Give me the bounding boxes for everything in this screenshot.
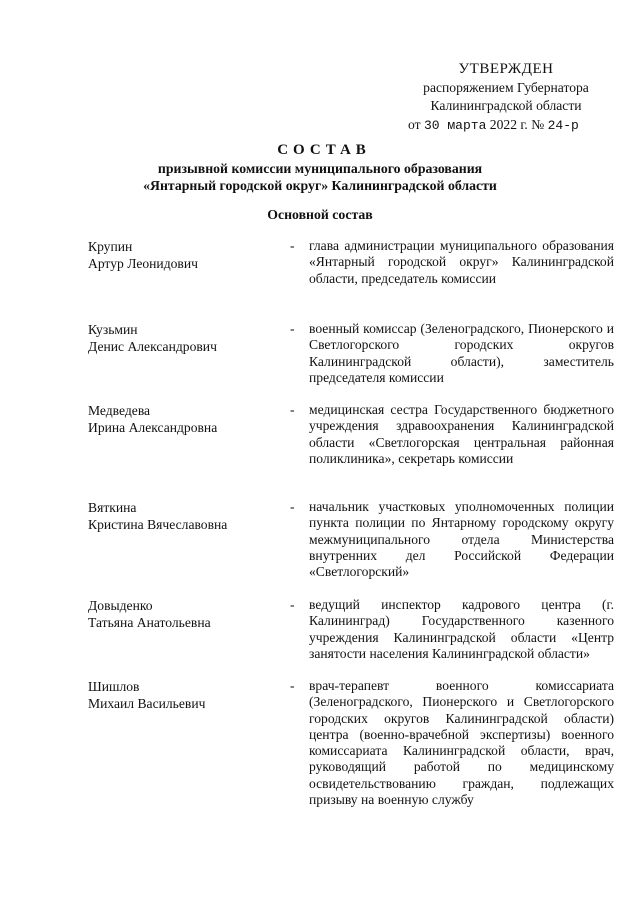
document-title-block — [0, 140, 640, 194]
member-role: начальник участковых уполномоченных полиции пункта полиции по Янтарному городскому округу межмуниципального отдела Министерства внутренних дел Российской Федерации «Светлогорский» — [309, 499, 614, 580]
member-name — [88, 678, 278, 712]
date-value: 30 марта — [423, 118, 487, 133]
document-subtitle-line-2: «Янтарный городской округ» Калининградской области — [143, 178, 497, 193]
member-given-names: Ирина Александровна — [88, 420, 218, 435]
member-given-names: Артур Леонидович — [88, 256, 198, 271]
document-title: СОСТАВ — [277, 142, 371, 158]
member-role: медицинская сестра Государственного бюджетного учреждения здравоохранения Калининградской области «Светлогорская центральная районная поликлиника», секретарь комиссии — [309, 402, 614, 466]
member-dash: - — [290, 597, 295, 612]
member-dash: - — [290, 678, 295, 693]
approval-line-1: распоряжением Губернатора — [423, 80, 589, 95]
member-surname: Кузьмин — [88, 322, 138, 337]
member-name — [88, 321, 278, 355]
member-surname: Вяткина — [88, 500, 137, 515]
section-title: Основной состав — [267, 207, 373, 222]
member-name — [88, 597, 278, 631]
member-name — [88, 238, 278, 272]
member-dash: - — [290, 499, 295, 514]
member-given-names: Кристина Вячеславовна — [88, 517, 228, 532]
date-prefix: от — [408, 117, 421, 132]
document-subtitle-line-1: призывной комиссии муниципального образования — [157, 161, 483, 176]
approval-block — [392, 60, 620, 136]
member-dash: - — [290, 321, 295, 336]
member-role: ведущий инспектор кадрового центра (г. Калининград) Государственного казенного учреждения Калининградской области «Центр занятости населения Калининградской области» — [309, 597, 614, 661]
member-role: врач-терапевт военного комиссариата (Зеленоградского, Пионерского и Светлогорского городских округов Калининградской области) центра (военно-врачебной экспертизы) военного комиссариата Калининградской области, врач, руководящий работой по медицинскому освидетельствованию граждан, подлежащих призыву на военную службу — [309, 678, 614, 808]
member-role: военный комиссар (Зеленоградского, Пионерского и Светлогорского городских округов Калининградской области), заместитель председателя комиссии — [309, 321, 614, 385]
member-surname: Довыденко — [88, 598, 153, 613]
member-given-names: Татьяна Анатольевна — [88, 615, 211, 630]
member-surname: Шишлов — [88, 679, 140, 694]
order-number: 24-р — [547, 118, 579, 133]
member-name — [88, 402, 278, 436]
member-given-names: Денис Александрович — [88, 339, 217, 354]
approval-date-line — [392, 115, 620, 136]
member-dash: - — [290, 238, 295, 253]
member-name — [88, 499, 278, 533]
number-sign: № — [531, 117, 545, 132]
approval-heading: УТВЕРЖДЕН — [458, 61, 554, 77]
member-dash: - — [290, 402, 295, 417]
approval-line-2: Калининградской области — [430, 98, 582, 113]
date-year: 2022 г. — [489, 117, 528, 132]
member-role: глава администрации муниципального образования «Янтарный городской округ» Калининградской области, председатель комиссии — [309, 238, 614, 286]
member-surname: Медведева — [88, 403, 151, 418]
member-given-names: Михаил Васильевич — [88, 696, 206, 711]
member-surname: Крупин — [88, 239, 133, 254]
